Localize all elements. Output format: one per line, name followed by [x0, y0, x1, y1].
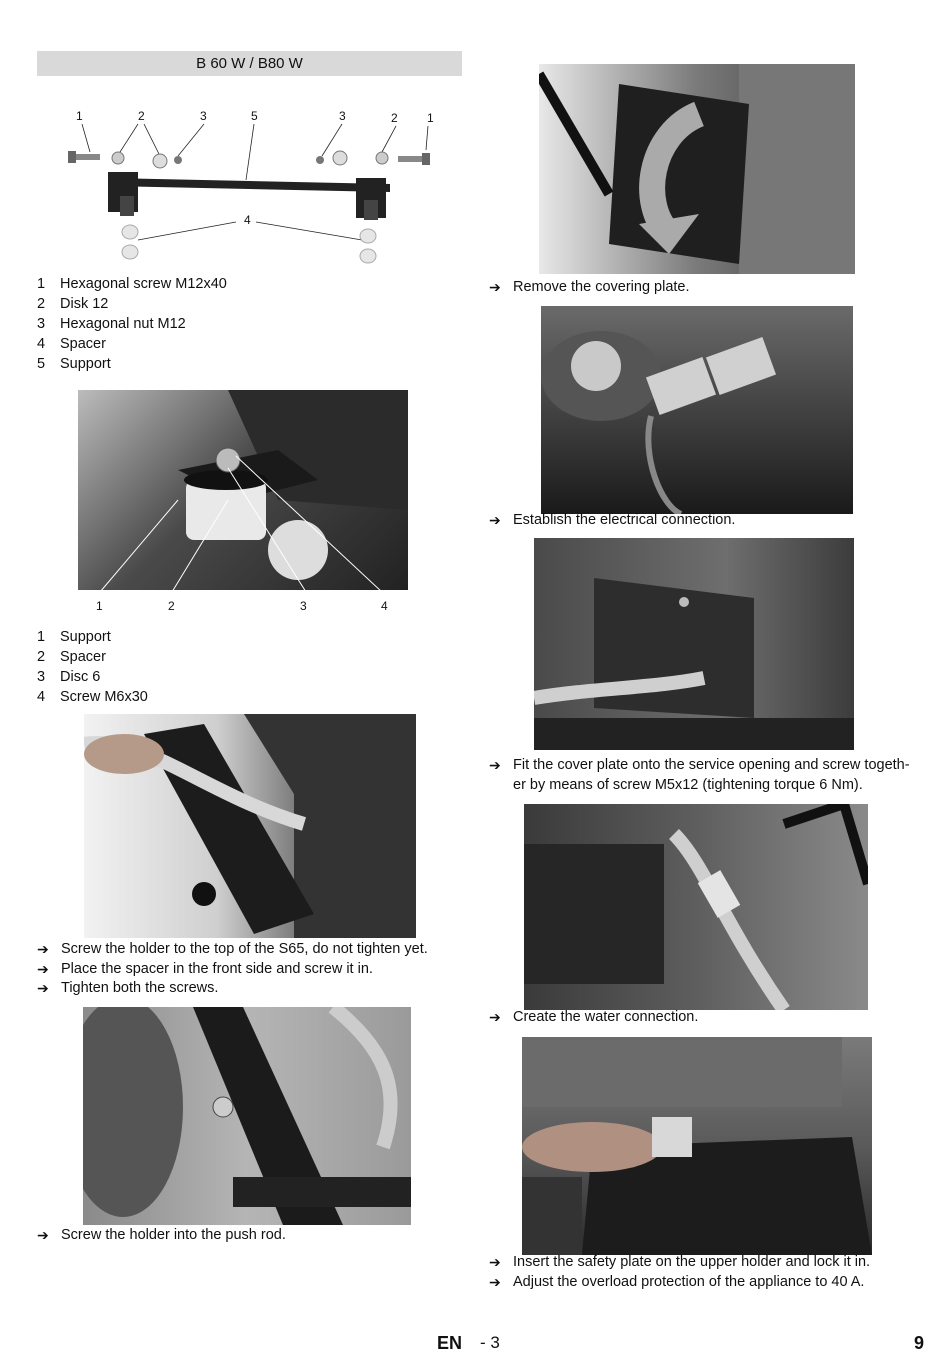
arrow-right-icon: ➔ — [37, 980, 49, 996]
step-item: ➔ Establish the electrical connection. — [489, 511, 919, 531]
legend-item: 1 Support — [37, 629, 111, 645]
steps-list-left-a — [37, 940, 467, 999]
step-item: ➔ Tighten both the screws. — [37, 979, 467, 999]
step-item: er by means of screw M5x12 (tightening torque 6 Nm). — [513, 776, 863, 793]
arrow-right-icon: ➔ — [37, 941, 49, 957]
step-item: ➔ Place the spacer in the front side and screw it in. — [37, 960, 467, 980]
push-rod-photo — [83, 1007, 411, 1225]
legend-item: 3 Disc 6 — [37, 669, 101, 685]
callout-2b: 2 — [391, 111, 398, 125]
callout-3: 3 — [300, 599, 307, 613]
callout-1: 1 — [96, 599, 103, 613]
legend-list-1 — [37, 274, 457, 374]
legend-item: 4 Screw M6x30 — [37, 689, 148, 705]
legend-item: 2 Spacer — [37, 649, 106, 665]
callout-3a: 3 — [200, 109, 207, 123]
steps-list-left-b — [37, 1226, 467, 1246]
callout-2a: 2 — [138, 109, 145, 123]
electrical-connection-photo — [541, 306, 853, 514]
arrow-right-icon: ➔ — [489, 1254, 501, 1270]
callout-4: 4 — [381, 599, 388, 613]
step-item: ➔ Remove the covering plate. — [489, 278, 919, 298]
step-item: ➔ Screw the holder to the top of the S65, do not tighten yet. — [37, 940, 467, 960]
arrow-right-icon: ➔ — [489, 1009, 501, 1025]
callout-1a: 1 — [76, 109, 83, 123]
callout-5: 5 — [251, 109, 258, 123]
step-item: ➔ Insert the safety plate on the upper holder and lock it in. — [489, 1253, 929, 1273]
safety-plate-photo — [522, 1037, 872, 1255]
step-water — [489, 1008, 919, 1028]
covering-plate-photo — [539, 64, 855, 274]
callout-1b: 1 — [427, 111, 434, 125]
callout-2: 2 — [168, 599, 175, 613]
water-connection-photo — [524, 804, 868, 1010]
arrow-right-icon: ➔ — [489, 279, 501, 295]
legend-item: 1 Hexagonal screw M12x40 — [37, 276, 227, 292]
legend-item: 2 Disk 12 — [37, 296, 109, 312]
legend-item: 5 Support — [37, 356, 111, 372]
cover-plate-fitted-photo — [534, 538, 854, 750]
legend-item: 4 Spacer — [37, 336, 106, 352]
step-safety — [489, 1253, 929, 1292]
language-code: EN — [437, 1333, 463, 1353]
section-page: - 3 — [480, 1333, 500, 1352]
arrow-right-icon: ➔ — [489, 1273, 501, 1290]
step-item: ➔ Screw the holder into the push rod. — [37, 1226, 467, 1246]
holder-hose-photo — [84, 714, 416, 938]
arrow-right-icon: ➔ — [489, 512, 501, 528]
arrow-right-icon: ➔ — [489, 757, 501, 773]
section-title: B 60 W / B80 W — [37, 51, 462, 76]
step-electrical — [489, 511, 919, 531]
page-number: 9 — [914, 1333, 925, 1353]
step-remove-plate — [489, 278, 919, 298]
legend-list-2 — [37, 627, 457, 707]
spacer-callouts — [78, 440, 408, 615]
step-fit-cover — [489, 756, 919, 795]
step-item: ➔ Create the water connection. — [489, 1008, 919, 1028]
step-item: ➔ Fit the cover plate onto the service opening and screw togeth- — [489, 756, 919, 776]
step-item: ➔ Adjust the overload protection of the appliance to 40 A. — [489, 1273, 929, 1293]
arrow-right-icon: ➔ — [37, 960, 49, 977]
legend-item: 3 Hexagonal nut M12 — [37, 316, 186, 332]
support-assembly-diagram — [60, 100, 450, 270]
callout-4: 4 — [244, 213, 251, 227]
callout-3b: 3 — [339, 109, 346, 123]
arrow-right-icon: ➔ — [37, 1227, 49, 1243]
